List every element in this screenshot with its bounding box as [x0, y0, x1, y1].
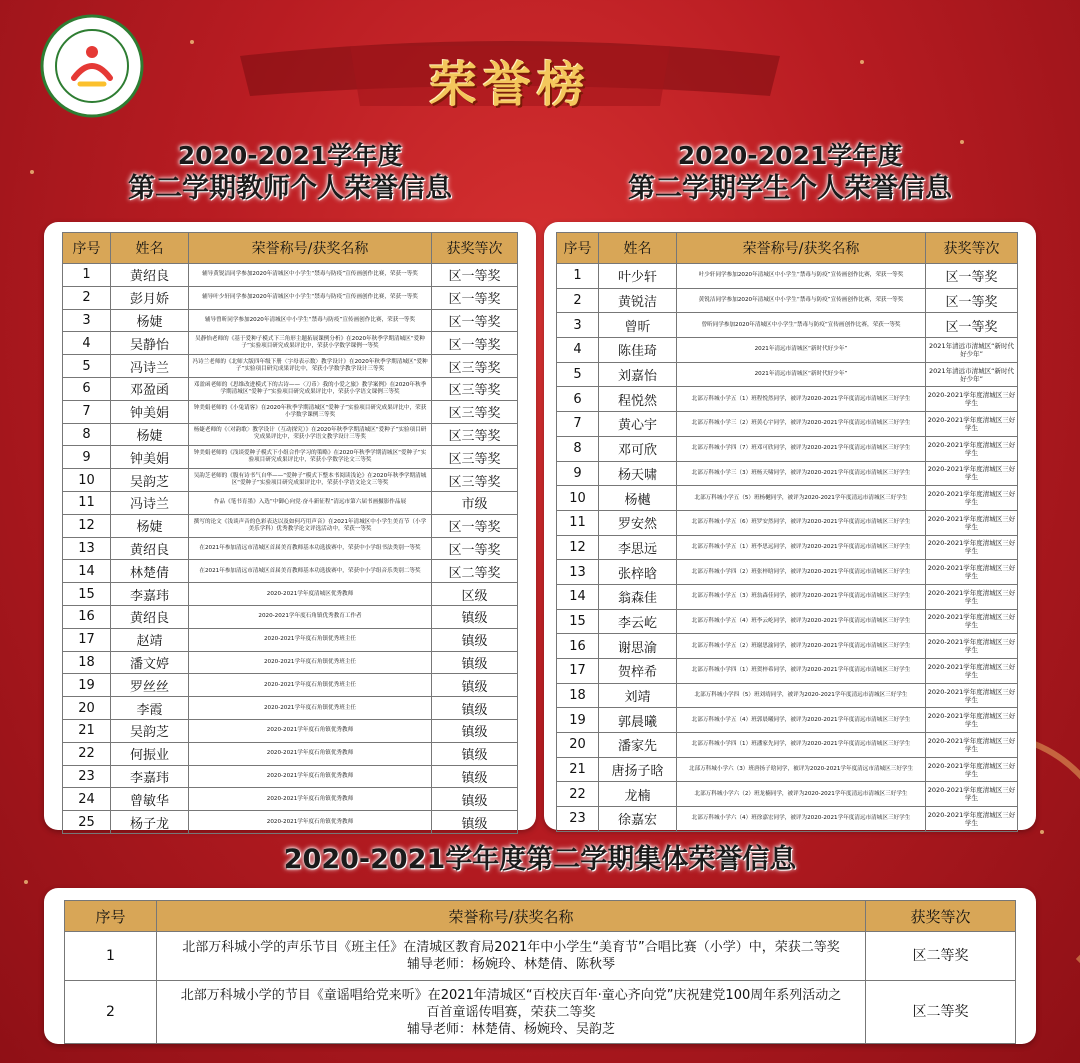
table-row: [65, 932, 1016, 981]
award-cell: 北部万科城小学五（1）班李思远同学，被评为2020-2021学年度清远市清城区三好学生: [677, 535, 926, 560]
level-cell: 镇级: [432, 628, 518, 651]
level-cell: 区一等奖: [926, 288, 1018, 313]
table-row: [63, 765, 518, 788]
award-cell: 辅导曾昕同学参加2020年清城区中小学生“禁毒与防疫”宣传画创作比赛，荣获一等奖: [189, 309, 432, 332]
award-cell: 2020-2021学年度石角镇优秀班主任: [189, 651, 432, 674]
student-heading-line2: 第二学期学生个人荣誉信息: [628, 173, 952, 204]
level-cell: 区一等奖: [926, 264, 1018, 289]
seq-cell: 23: [557, 807, 599, 832]
table-row: [63, 514, 518, 537]
award-cell: 辅导叶少轩同学参加2020年清城区中小学生“禁毒与防疫”宣传画创作比赛，荣获一等奖: [189, 286, 432, 309]
school-logo: [40, 14, 144, 118]
table-row: [557, 436, 1018, 461]
seq-cell: 14: [557, 584, 599, 609]
teacher-heading: [60, 140, 520, 206]
level-cell: 区三等奖: [432, 377, 518, 400]
seq-cell: 12: [63, 514, 111, 537]
award-line: 辅导老师：杨婉玲、林楚倩、陈秋琴: [406, 957, 615, 972]
name-cell: 林楚倩: [111, 560, 189, 583]
award-cell: 辅导黄锐洁同学参加2020年清城区中小学生“禁毒与防疫”宣传画创作比赛，荣获一等奖: [189, 264, 432, 287]
seq-cell: 25: [63, 811, 111, 834]
table-row: [63, 537, 518, 560]
name-cell: 钟美娟: [111, 400, 189, 423]
award-cell: 北部万科城小学五（2）班谢思渝同学，被评为2020-2021学年度清远市清城区三好学生: [677, 634, 926, 659]
name-cell: 李思远: [599, 535, 677, 560]
table-row: [63, 469, 518, 492]
seq-cell: 1: [65, 932, 157, 981]
table-row: [557, 733, 1018, 758]
award-cell: 2020-2021学年度石角镇优秀教师: [189, 742, 432, 765]
table-header-row: [63, 233, 518, 264]
table-row: [63, 697, 518, 720]
level-cell: 区一等奖: [432, 286, 518, 309]
level-cell: 2020-2021学年度清城区三好学生: [926, 486, 1018, 511]
seq-cell: 16: [63, 605, 111, 628]
name-cell: 张梓晗: [599, 560, 677, 585]
table-row: [557, 264, 1018, 289]
level-cell: 区一等奖: [926, 313, 1018, 338]
table-row: [557, 782, 1018, 807]
banner-title: 荣誉榜: [428, 57, 591, 113]
teacher-heading-line1: 2020-2021学年度: [177, 141, 403, 170]
name-cell: 吴韵芝: [111, 469, 189, 492]
award-cell: 叶少轩同学参加2020年清城区中小学生“禁毒与防疫”宣传画创作比赛，荣获一等奖: [677, 264, 926, 289]
award-cell: 2020-2021学年度石角镇优秀教师: [189, 811, 432, 834]
seq-cell: 21: [557, 757, 599, 782]
student-honor-table: [556, 232, 1018, 832]
seq-cell: 8: [63, 423, 111, 446]
award-cell: 作品《笔书育墨》入选“中御心向党·奋斗新征程”清远市第六届书画摄影作品展: [189, 491, 432, 514]
seq-cell: 7: [63, 400, 111, 423]
seq-cell: 3: [63, 309, 111, 332]
level-cell: 2021年清远市清城区“新时代好少年”: [926, 362, 1018, 387]
seq-cell: 19: [63, 674, 111, 697]
award-cell: 北部万科城小学三（3）班杨天啸同学，被评为2020-2021学年度清远市清城区三好学生: [677, 461, 926, 486]
table-row: [63, 742, 518, 765]
table-row: [63, 400, 518, 423]
seq-cell: 12: [557, 535, 599, 560]
award-cell: 2020-2021学年度石角镇优秀班主任: [189, 674, 432, 697]
table-row: [63, 491, 518, 514]
seq-cell: 4: [557, 338, 599, 363]
seq-cell: 16: [557, 634, 599, 659]
seq-cell: 22: [63, 742, 111, 765]
seq-cell: 7: [557, 412, 599, 437]
seq-cell: 2: [65, 981, 157, 1044]
award-cell: 2020-2021学年度清城区优秀教师: [189, 583, 432, 606]
table-row: [63, 446, 518, 469]
name-cell: 徐嘉宏: [599, 807, 677, 832]
award-cell: 北部万科城小学五（1）班程悦然同学，被评为2020-2021学年度清远市清城区三好学生: [677, 387, 926, 412]
award-cell: 北部万科城小学五（6）班罗安然同学，被评为2020-2021学年度清远市清城区三好学生: [677, 510, 926, 535]
header-award: 荣誉称号/获奖名称: [189, 233, 432, 264]
table-row: [557, 486, 1018, 511]
award-cell: 吴静怡老师的《基于爱种子模式下三角形主题拓展课例分析》在2020年秋季学期清城区“爱种子”实验项目研究成果评比中，荣获小学数学课例一等奖: [189, 332, 432, 355]
award-line: 北部万科城小学的节目《童谣唱给党来听》在2021年清城区“百校庆百年·童心齐向党”庆祝建党100周年系列活动之: [180, 987, 842, 1003]
seq-cell: 5: [557, 362, 599, 387]
table-row: [557, 609, 1018, 634]
seq-cell: 17: [557, 659, 599, 684]
award-cell: 北部万科城小学五（3）班翁森佳同学，被评为2020-2021学年度清远市清城区三好学生: [677, 584, 926, 609]
level-cell: 2020-2021学年度清城区三好学生: [926, 683, 1018, 708]
level-cell: 2020-2021学年度清城区三好学生: [926, 412, 1018, 437]
award-cell: 北部万科城小学四（2）班张梓晗同学，被评为2020-2021学年度清远市清城区三好学生: [677, 560, 926, 585]
table-row: [557, 338, 1018, 363]
table-row: [63, 309, 518, 332]
seq-cell: 6: [557, 387, 599, 412]
award-cell: 撰写的论文《浅谈声音的色彩表达以及如何巧用声音》在2021年清城区中小学生美育节（小学美乐学科）优秀教学论文评选活动中，荣获一等奖: [189, 514, 432, 537]
level-cell: 2020-2021学年度清城区三好学生: [926, 782, 1018, 807]
table-row: [557, 510, 1018, 535]
level-cell: 区一等奖: [432, 309, 518, 332]
table-row: [557, 708, 1018, 733]
level-cell: 镇级: [432, 605, 518, 628]
seq-cell: 11: [557, 510, 599, 535]
teacher-heading-line2: 第二学期教师个人荣誉信息: [128, 173, 452, 204]
award-cell: 2020-2021学年度石角镇优秀班主任: [189, 697, 432, 720]
table-row: [557, 659, 1018, 684]
name-cell: 叶少轩: [599, 264, 677, 289]
name-cell: 翁森佳: [599, 584, 677, 609]
table-row: [63, 628, 518, 651]
header-award: 荣誉称号/获奖名称: [157, 901, 866, 932]
seq-cell: 6: [63, 377, 111, 400]
header-seq: 序号: [65, 901, 157, 932]
level-cell: 2020-2021学年度清城区三好学生: [926, 584, 1018, 609]
award-cell: 吴韵芝老师的《腹有诗书气自华——“爱种子”模式下整本书阅读浅论》在2020年秋季学期清城区“爱种子”实验项目研究成果评比中，荣获小学语文论文三等奖: [189, 469, 432, 492]
seq-cell: 2: [63, 286, 111, 309]
award-line: 辅导老师：林楚倩、杨婉玲、吴韵芝: [406, 1021, 615, 1037]
award-cell: 钟美娟老师的《浅谈爱种子模式下小组合作学习的策略》在2020年秋季学期清城区“爱种子”实验项目研究成果评比中，荣获小学数学论文三等奖: [189, 446, 432, 469]
level-cell: 镇级: [432, 674, 518, 697]
award-line: 北部万科城小学的声乐节目《班主任》在清城区教育局2021年中小学生“美育节”合唱比赛（小学）中，荣获二等奖: [182, 940, 840, 955]
seq-cell: 4: [63, 332, 111, 355]
level-cell: 2020-2021学年度清城区三好学生: [926, 510, 1018, 535]
name-cell: 冯诗兰: [111, 355, 189, 378]
header-level: 获奖等次: [926, 233, 1018, 264]
award-cell: 2020-2021学年度石角镇优秀教师: [189, 719, 432, 742]
table-row: [557, 387, 1018, 412]
level-cell: 2020-2021学年度清城区三好学生: [926, 659, 1018, 684]
level-cell: 区一等奖: [432, 514, 518, 537]
student-heading: [560, 140, 1020, 206]
name-cell: 黄绍良: [111, 537, 189, 560]
award-cell: 北部万科城小学五（4）班李云屹同学，被评为2020-2021学年度清远市清城区三好学生: [677, 609, 926, 634]
level-cell: 区三等奖: [432, 400, 518, 423]
table-row: [557, 683, 1018, 708]
seq-cell: 13: [557, 560, 599, 585]
header-level: 获奖等次: [432, 233, 518, 264]
seq-cell: 8: [557, 436, 599, 461]
name-cell: 郭晨曦: [599, 708, 677, 733]
table-row: [557, 362, 1018, 387]
award-cell: 在2021年参加清远市清城区首届美育教师基本功选拔赛中，荣获中小学组书法类别一等奖: [189, 537, 432, 560]
table-row: [63, 605, 518, 628]
level-cell: 2020-2021学年度清城区三好学生: [926, 708, 1018, 733]
name-cell: 冯诗兰: [111, 491, 189, 514]
name-cell: 邓可欣: [599, 436, 677, 461]
table-row: [557, 313, 1018, 338]
name-cell: 李云屹: [599, 609, 677, 634]
level-cell: 镇级: [432, 765, 518, 788]
award-line: 百首童谣传唱赛，荣获二等奖: [426, 1004, 596, 1020]
name-cell: 程悦然: [599, 387, 677, 412]
award-cell: 北部万科城小学四（7）班邓可欣同学，被评为2020-2021学年度清远市清城区三好学生: [677, 436, 926, 461]
table-row: [63, 583, 518, 606]
award-cell: 2020-2021学年度石角镇优秀教育工作者: [189, 605, 432, 628]
collective-honor-table: [64, 900, 1016, 1044]
seq-cell: 5: [63, 355, 111, 378]
level-cell: 区三等奖: [432, 355, 518, 378]
seq-cell: 10: [557, 486, 599, 511]
table-row: [557, 807, 1018, 832]
table-row: [65, 981, 1016, 1044]
name-cell: 黄绍良: [111, 264, 189, 287]
level-cell: 镇级: [432, 811, 518, 834]
level-cell: 市级: [432, 491, 518, 514]
level-cell: 镇级: [432, 788, 518, 811]
name-cell: 潘文婷: [111, 651, 189, 674]
seq-cell: 17: [63, 628, 111, 651]
level-cell: 2020-2021学年度清城区三好学生: [926, 436, 1018, 461]
name-cell: 何振业: [111, 742, 189, 765]
table-row: [557, 584, 1018, 609]
name-cell: 杨婕: [111, 309, 189, 332]
table-row: [63, 264, 518, 287]
award-cell: 邓盈函老师的《思维改进模式下的古诗——〈刀币〉我的小爱之旅》教学案例》在2020年秋季学期清城区“爱种子”实验项目研究成果评比中，荣获小学语文课例三等奖: [189, 377, 432, 400]
award-cell: 北部万科城小学五（5）班杨樾同学，被评为2020-2021学年度清远市清城区三好学生: [677, 486, 926, 511]
name-cell: 刘靖: [599, 683, 677, 708]
level-cell: 2020-2021学年度清城区三好学生: [926, 609, 1018, 634]
table-row: [63, 674, 518, 697]
name-cell: 杨樾: [599, 486, 677, 511]
award-cell: 曾昕同学参加2020年清城区中小学生“禁毒与防疫”宣传画创作比赛，荣获一等奖: [677, 313, 926, 338]
table-row: [557, 634, 1018, 659]
name-cell: 龙楠: [599, 782, 677, 807]
level-cell: 2020-2021学年度清城区三好学生: [926, 560, 1018, 585]
name-cell: 罗丝丝: [111, 674, 189, 697]
seq-cell: 11: [63, 491, 111, 514]
award-cell: 北部万科城小学四（1）班贺梓希同学，被评为2020-2021学年度清远市清城区三好学生: [677, 659, 926, 684]
name-cell: 杨婕: [111, 514, 189, 537]
seq-cell: 9: [557, 461, 599, 486]
seq-cell: 3: [557, 313, 599, 338]
level-cell: 区一等奖: [432, 537, 518, 560]
table-row: [63, 355, 518, 378]
name-cell: 罗安然: [599, 510, 677, 535]
table-row: [63, 719, 518, 742]
name-cell: 李嘉玮: [111, 583, 189, 606]
table-row: [557, 757, 1018, 782]
name-cell: 黄绍良: [111, 605, 189, 628]
name-cell: 钟美娟: [111, 446, 189, 469]
header-seq: 序号: [557, 233, 599, 264]
award-cell: 在2021年参加清远市清城区首届美育教师基本功选拔赛中，荣获中小学组音乐类别二等奖: [189, 560, 432, 583]
level-cell: 区三等奖: [432, 446, 518, 469]
level-cell: 2020-2021学年度清城区三好学生: [926, 733, 1018, 758]
name-cell: 彭月娇: [111, 286, 189, 309]
level-cell: 区二等奖: [866, 981, 1016, 1044]
seq-cell: 1: [63, 264, 111, 287]
name-cell: 曾敏华: [111, 788, 189, 811]
name-cell: 黄心宇: [599, 412, 677, 437]
level-cell: 镇级: [432, 742, 518, 765]
award-cell: 黄锐洁同学参加2020年清城区中小学生“禁毒与防疫”宣传画创作比赛，荣获一等奖: [677, 288, 926, 313]
name-cell: 吴静怡: [111, 332, 189, 355]
award-cell: 北部万科城小学六（3）班唐扬子晗同学，被评为2020-2021学年度清远市清城区三好学生: [677, 757, 926, 782]
award-cell: 2021年清远市清城区“新时代好少年”: [677, 362, 926, 387]
header-award: 荣誉称号/获奖名称: [677, 233, 926, 264]
table-row: [63, 811, 518, 834]
level-cell: 区一等奖: [432, 264, 518, 287]
level-cell: 区二等奖: [866, 932, 1016, 981]
table-header-row: [557, 233, 1018, 264]
name-cell: 陈佳琦: [599, 338, 677, 363]
level-cell: 2020-2021学年度清城区三好学生: [926, 461, 1018, 486]
seq-cell: 14: [63, 560, 111, 583]
name-cell: 潘家先: [599, 733, 677, 758]
seq-cell: 23: [63, 765, 111, 788]
award-cell: 2020-2021学年度石角镇优秀教师: [189, 765, 432, 788]
table-row: [63, 377, 518, 400]
student-honor-panel: [544, 222, 1036, 830]
table-row: [557, 412, 1018, 437]
honor-banner: [230, 26, 790, 116]
level-cell: 2020-2021学年度清城区三好学生: [926, 807, 1018, 832]
table-row: [557, 288, 1018, 313]
name-cell: 李霞: [111, 697, 189, 720]
level-cell: 区三等奖: [432, 423, 518, 446]
seq-cell: 18: [63, 651, 111, 674]
name-cell: 杨子龙: [111, 811, 189, 834]
level-cell: 镇级: [432, 651, 518, 674]
award-cell: 北部万科城小学三（2）班黄心宇同学，被评为2020-2021学年度清远市清城区三好学生: [677, 412, 926, 437]
award-cell: 北部万科城小学四（5）班刘靖同学，被评为2020-2021学年度清远市清城区三好学生: [677, 683, 926, 708]
award-cell: 杨婕老师的《〈对韵歌〉教学设计（互动探究）》在2020年秋季学期清城区“爱种子”实验项目研究成果评比中，荣获小学语文教学设计三等奖: [189, 423, 432, 446]
table-row: [557, 560, 1018, 585]
level-cell: 2020-2021学年度清城区三好学生: [926, 535, 1018, 560]
name-cell: 吴韵芝: [111, 719, 189, 742]
award-cell: [157, 981, 866, 1044]
table-row: [63, 423, 518, 446]
table-row: [557, 535, 1018, 560]
award-cell: 北部万科城小学四（1）班潘家先同学，被评为2020-2021学年度清远市清城区三好学生: [677, 733, 926, 758]
award-cell: 北部万科城小学六（2）班龙楠同学，被评为2020-2021学年度清远市清城区三好学生: [677, 782, 926, 807]
seq-cell: 2: [557, 288, 599, 313]
seq-cell: 9: [63, 446, 111, 469]
award-cell: 2020-2021学年度石角镇优秀班主任: [189, 628, 432, 651]
name-cell: 杨天啸: [599, 461, 677, 486]
name-cell: 赵靖: [111, 628, 189, 651]
seq-cell: 15: [557, 609, 599, 634]
seq-cell: 22: [557, 782, 599, 807]
level-cell: 2020-2021学年度清城区三好学生: [926, 634, 1018, 659]
seq-cell: 18: [557, 683, 599, 708]
level-cell: 区二等奖: [432, 560, 518, 583]
header-name: 姓名: [111, 233, 189, 264]
student-heading-line1: 2020-2021学年度: [677, 141, 903, 170]
level-cell: 镇级: [432, 697, 518, 720]
level-cell: 2021年清远市清城区“新时代好少年”: [926, 338, 1018, 363]
award-cell: 冯诗兰老师的《北师大版四年级下册〈字母表示数〉教学设计》在2020年秋季学期清城区“爱种子”实验项目研究成果评比中，荣获小学数学教学设计三等奖: [189, 355, 432, 378]
table-header-row: [65, 901, 1016, 932]
name-cell: 刘嘉怡: [599, 362, 677, 387]
name-cell: 黄锐洁: [599, 288, 677, 313]
award-cell: [157, 932, 866, 981]
teacher-honor-table: [62, 232, 518, 834]
seq-cell: 10: [63, 469, 111, 492]
seq-cell: 13: [63, 537, 111, 560]
table-row: [63, 332, 518, 355]
award-cell: 2020-2021学年度石角镇优秀教师: [189, 788, 432, 811]
table-row: [63, 286, 518, 309]
table-row: [63, 788, 518, 811]
award-cell: 北部万科城小学五（4）班郭晨曦同学，被评为2020-2021学年度清远市清城区三好学生: [677, 708, 926, 733]
table-row: [557, 461, 1018, 486]
seq-cell: 21: [63, 719, 111, 742]
level-cell: 区一等奖: [432, 332, 518, 355]
table-row: [63, 560, 518, 583]
teacher-honor-panel: [44, 222, 536, 830]
seq-cell: 15: [63, 583, 111, 606]
collective-honor-panel: [44, 888, 1036, 1044]
level-cell: 2020-2021学年度清城区三好学生: [926, 757, 1018, 782]
award-cell: 北部万科城小学六（4）班徐嘉宏同学，被评为2020-2021学年度清远市清城区三好学生: [677, 807, 926, 832]
award-cell: 2021年清远市清城区“新时代好少年”: [677, 338, 926, 363]
seq-cell: 1: [557, 264, 599, 289]
seq-cell: 20: [557, 733, 599, 758]
name-cell: 杨婕: [111, 423, 189, 446]
level-cell: 2020-2021学年度清城区三好学生: [926, 387, 1018, 412]
seq-cell: 19: [557, 708, 599, 733]
level-cell: 区级: [432, 583, 518, 606]
header-level: 获奖等次: [866, 901, 1016, 932]
header-name: 姓名: [599, 233, 677, 264]
name-cell: 李嘉玮: [111, 765, 189, 788]
collective-heading: 2020-2021学年度第二学期集体荣誉信息: [283, 844, 797, 875]
name-cell: 谢思渝: [599, 634, 677, 659]
header-seq: 序号: [63, 233, 111, 264]
award-cell: 钟美娟老师的《小兔请客》在2020年秋季学期清城区“爱种子”实验项目研究成果评比中，荣获小学数学课例三等奖: [189, 400, 432, 423]
name-cell: 邓盈函: [111, 377, 189, 400]
seq-cell: 24: [63, 788, 111, 811]
level-cell: 镇级: [432, 719, 518, 742]
name-cell: 唐扬子晗: [599, 757, 677, 782]
level-cell: 区三等奖: [432, 469, 518, 492]
name-cell: 曾昕: [599, 313, 677, 338]
name-cell: 贺梓希: [599, 659, 677, 684]
table-row: [63, 651, 518, 674]
seq-cell: 20: [63, 697, 111, 720]
